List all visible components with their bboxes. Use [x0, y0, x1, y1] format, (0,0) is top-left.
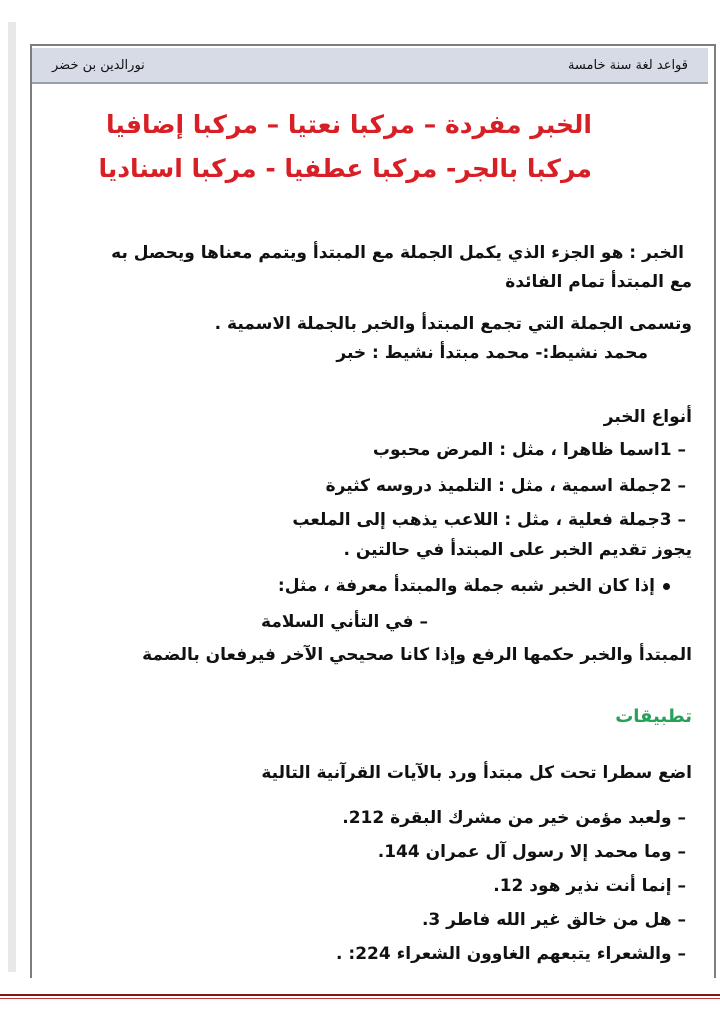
title-line-2: مركبا بالجر- مركبا عطفيا - مركبا اسناديا — [98, 154, 592, 183]
types-heading: أنواع الخبر — [603, 407, 692, 427]
bullet-item — [278, 576, 670, 596]
type-item-1: – 1اسما ظاهرا ، مثل : المرض محبوب — [372, 440, 686, 460]
type-item-3: – 3جملة فعلية ، مثل : اللاعب يذهب إلى الملعب — [292, 510, 686, 530]
footer-rule-1 — [0, 994, 720, 996]
type-item-2: – 2جملة اسمية ، مثل : التلميذ دروسه كثيرة — [325, 476, 686, 496]
definition-example: محمد نشيط:- محمد مبتدأ نشيط : خبر — [336, 343, 648, 363]
footer-rule-2 — [0, 998, 720, 999]
verse-4: – هل من خالق غير الله فاطر 3. — [421, 910, 686, 930]
title-line-1: الخبر مفردة – مركبا نعتيا – مركبا إضافيا — [106, 110, 592, 139]
precedence-rule: يجوز تقديم الخبر على المبتدأ في حالتين . — [343, 540, 692, 560]
bullet-text: إذا كان الخبر شبه جملة والمبتدأ معرفة ، مثل: — [277, 576, 655, 596]
header-author: نورالدين بن خضر — [52, 58, 145, 73]
header-subject: قواعد لغة سنة خامسة — [567, 58, 688, 73]
definition-line-3: وتسمى الجملة التي تجمع المبتدأ والخبر بالجملة الاسمية . — [214, 314, 692, 334]
header-rule — [32, 82, 708, 84]
applications-heading: تطبيقات — [615, 706, 692, 727]
bullet-example: – في التأني السلامة — [261, 612, 428, 632]
verse-3: – إنما أنت نذير هود 12. — [493, 876, 686, 896]
verse-5: – والشعراء يتبعهم الغاوون الشعراء 224: . — [336, 944, 686, 964]
final-rule: المبتدأ والخبر حكمها الرفع وإذا كانا صحيحي الآخر فيرفعان بالضمة — [142, 645, 692, 665]
definition-line-1: الخبر : هو الجزء الذي يكمل الجملة مع المبتدأ ويتمم معناها ويحصل به — [111, 243, 684, 263]
bullet-icon — [663, 583, 670, 590]
verse-1: – ولعبد مؤمن خير من مشرك البقرة 212. — [342, 808, 686, 828]
applications-instruction: اضع سطرا تحت كل مبتدأ ورد بالآيات القرآنية التالية — [261, 763, 692, 783]
verse-2: – وما محمد إلا رسول آل عمران 144. — [377, 842, 686, 862]
page-shadow — [8, 22, 16, 972]
definition-line-2: مع المبتدأ تمام الفائدة — [505, 272, 692, 292]
